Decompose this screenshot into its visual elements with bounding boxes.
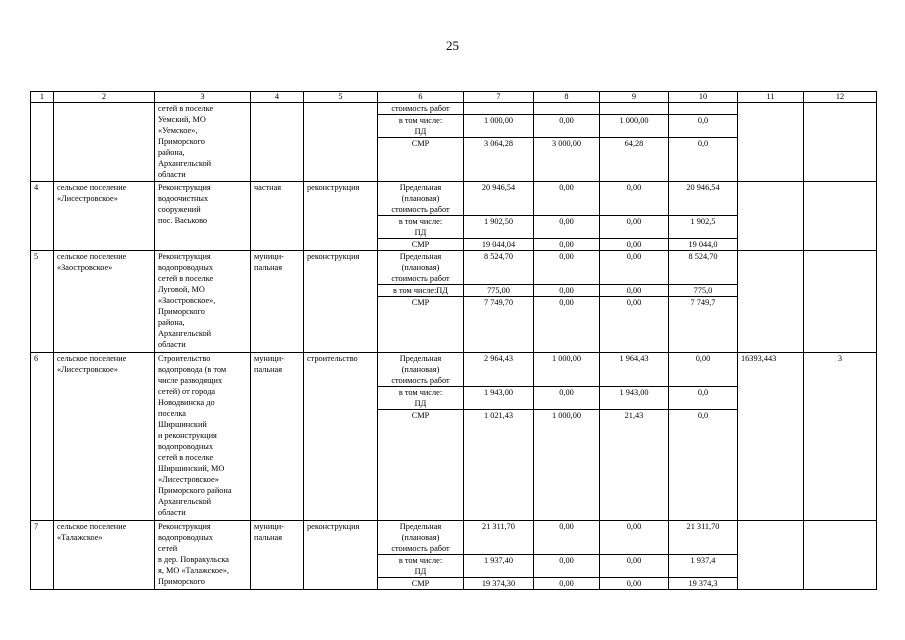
cell-value: 2 964,43 xyxy=(464,353,534,387)
cell-cost-type: СМР xyxy=(378,138,464,182)
cell-settlement: сельское поселение «Лисестровское» xyxy=(54,353,155,521)
cell-ownership: муници- пальная xyxy=(251,521,304,590)
cell-value: 21 311,70 xyxy=(669,521,738,555)
column-header: 7 xyxy=(464,92,534,103)
cell-value: 0,00 xyxy=(534,251,600,285)
page-number: 25 xyxy=(446,38,459,53)
cell-value: 7 749,70 xyxy=(464,297,534,353)
cell-value: 64,28 xyxy=(600,138,669,182)
column-header: 4 xyxy=(251,92,304,103)
column-header: 1 xyxy=(31,92,54,103)
cell-col12 xyxy=(804,251,877,353)
column-header: 6 xyxy=(378,92,464,103)
cell-value: 0,00 xyxy=(600,555,669,578)
cell-col11 xyxy=(738,182,804,251)
cell-worktype: строительство xyxy=(304,353,378,521)
table-row xyxy=(31,353,877,387)
cell-description: Реконструкция водопроводных сетей в дер. Повракульска я, МО «Талажское», Приморского xyxy=(155,521,251,590)
cell-value: 0,0 xyxy=(669,115,738,138)
cell-value: 21 311,70 xyxy=(464,521,534,555)
cell-value: 19 044,04 xyxy=(464,239,534,251)
cell-value: 1 964,43 xyxy=(600,353,669,387)
cell-worktype xyxy=(304,103,378,182)
cell-settlement: сельское поселение «Заостровское» xyxy=(54,251,155,353)
column-header: 11 xyxy=(738,92,804,103)
cell-value: 1 902,50 xyxy=(464,216,534,239)
cell-col11 xyxy=(738,521,804,590)
cell-worktype: реконструкция xyxy=(304,521,378,590)
cell-description: Строительство водопровода (в том числе разводящих сетей) от города Новодвинска до поселка Ширшинский и реконструкция водопроводных сетей в поселке Ширшинский, МО «Лисестровское» Приморского района Архангельской области xyxy=(155,353,251,521)
cell-value: 0,00 xyxy=(534,285,600,297)
cell-value: 20 946,54 xyxy=(464,182,534,216)
cell-value: 0,00 xyxy=(600,285,669,297)
cell-ownership: муници- пальная xyxy=(251,353,304,521)
cell-value: 3 000,00 xyxy=(534,138,600,182)
cell-value: 0,00 xyxy=(534,239,600,251)
cell-value: 0,00 xyxy=(600,182,669,216)
cell-col12 xyxy=(804,182,877,251)
cell-cost-type: Предельная (плановая) стоимость работ xyxy=(378,182,464,216)
cell-value: 1 000,00 xyxy=(600,115,669,138)
cell-ownership xyxy=(251,103,304,182)
cell-value: 775,00 xyxy=(464,285,534,297)
cell-settlement: сельское поселение «Талажское» xyxy=(54,521,155,590)
cell-value xyxy=(600,103,669,115)
cell-cost-type: Предельная (плановая) стоимость работ xyxy=(378,251,464,285)
cell-value: 0,00 xyxy=(600,521,669,555)
cell-num: 7 xyxy=(31,521,54,590)
cell-value: 19 374,3 xyxy=(669,578,738,590)
cell-cost-type: Предельная (плановая) стоимость работ xyxy=(378,521,464,555)
cell-value: 20 946,54 xyxy=(669,182,738,216)
column-header: 10 xyxy=(669,92,738,103)
cell-cost-type: в том числе:ПД xyxy=(378,285,464,297)
cell-num: 6 xyxy=(31,353,54,521)
cell-settlement: сельское поселение «Лисестровское» xyxy=(54,182,155,251)
cell-col12 xyxy=(804,521,877,590)
column-header: 12 xyxy=(804,92,877,103)
cell-col11 xyxy=(738,251,804,353)
cell-num xyxy=(31,103,54,182)
cell-cost-type: СМР xyxy=(378,578,464,590)
cell-ownership: частная xyxy=(251,182,304,251)
cell-cost-type: в том числе: ПД xyxy=(378,216,464,239)
cell-col12 xyxy=(804,103,877,182)
column-header: 8 xyxy=(534,92,600,103)
cell-value: 0,00 xyxy=(600,239,669,251)
cell-value: 0,00 xyxy=(534,555,600,578)
cell-value: 0,00 xyxy=(600,578,669,590)
cell-value: 1 902,5 xyxy=(669,216,738,239)
cell-value: 0,00 xyxy=(534,521,600,555)
cell-value: 21,43 xyxy=(600,410,669,521)
cell-value: 0,00 xyxy=(600,216,669,239)
table-row xyxy=(31,182,877,216)
cell-cost-type: Предельная (плановая) стоимость работ xyxy=(378,353,464,387)
cell-value: 8 524,70 xyxy=(464,251,534,285)
cell-ownership: муници- пальная xyxy=(251,251,304,353)
column-header: 2 xyxy=(54,92,155,103)
cell-value: 0,00 xyxy=(669,353,738,387)
cell-value xyxy=(669,103,738,115)
cell-value: 0,00 xyxy=(600,297,669,353)
cell-cost-type: СМР xyxy=(378,239,464,251)
cell-description: сетей в поселке Уемский, МО «Уемское», Приморского района, Архангельской области xyxy=(155,103,251,182)
cell-num: 4 xyxy=(31,182,54,251)
cell-cost-type: в том числе: ПД xyxy=(378,387,464,410)
cell-num: 5 xyxy=(31,251,54,353)
cell-value: 1 943,00 xyxy=(600,387,669,410)
cell-value: 0,0 xyxy=(669,387,738,410)
cell-value: 0,00 xyxy=(534,297,600,353)
cell-value: 3 064,28 xyxy=(464,138,534,182)
cell-value xyxy=(464,103,534,115)
cell-value: 1 943,00 xyxy=(464,387,534,410)
column-header: 3 xyxy=(155,92,251,103)
cell-value: 0,00 xyxy=(534,216,600,239)
cell-settlement xyxy=(54,103,155,182)
cell-value: 8 524,70 xyxy=(669,251,738,285)
cell-col11: 16393,443 xyxy=(738,353,804,521)
cell-cost-type: в том числе: ПД xyxy=(378,115,464,138)
cell-value: 0,00 xyxy=(600,251,669,285)
cell-value: 0,00 xyxy=(534,182,600,216)
cell-cost-type: СМР xyxy=(378,297,464,353)
cell-value: 1 000,00 xyxy=(534,353,600,387)
cell-description: Реконструкция водоочистных сооружений пос. Васьково xyxy=(155,182,251,251)
cell-col12: 3 xyxy=(804,353,877,521)
cell-value: 0,00 xyxy=(534,115,600,138)
cell-value xyxy=(534,103,600,115)
table-row xyxy=(31,103,877,115)
cell-cost-type: СМР xyxy=(378,410,464,521)
cell-cost-type: в том числе: ПД xyxy=(378,555,464,578)
cell-col11 xyxy=(738,103,804,182)
cell-value: 1 021,43 xyxy=(464,410,534,521)
cell-worktype: реконструкция xyxy=(304,251,378,353)
cell-description: Реконструкция водопроводных сетей в поселке Луговой, МО «Заостровское», Приморского района, Архангельской области xyxy=(155,251,251,353)
table-row xyxy=(31,521,877,555)
table-row xyxy=(31,251,877,285)
column-header-row xyxy=(31,92,877,103)
cell-value: 1 937,4 xyxy=(669,555,738,578)
cell-cost-type: стоимость работ xyxy=(378,103,464,115)
data-table xyxy=(30,91,877,590)
column-header: 5 xyxy=(304,92,378,103)
cell-value: 0,00 xyxy=(534,387,600,410)
column-header: 9 xyxy=(600,92,669,103)
cell-value: 0,00 xyxy=(534,578,600,590)
cell-value: 0,0 xyxy=(669,410,738,521)
cell-value: 7 749,7 xyxy=(669,297,738,353)
cell-value: 1 000,00 xyxy=(464,115,534,138)
cell-value: 19 044,0 xyxy=(669,239,738,251)
cell-value: 1 937,40 xyxy=(464,555,534,578)
cell-value: 0,0 xyxy=(669,138,738,182)
cell-value: 1 000,00 xyxy=(534,410,600,521)
cell-value: 19 374,30 xyxy=(464,578,534,590)
cell-worktype: реконструкция xyxy=(304,182,378,251)
cell-value: 775,0 xyxy=(669,285,738,297)
